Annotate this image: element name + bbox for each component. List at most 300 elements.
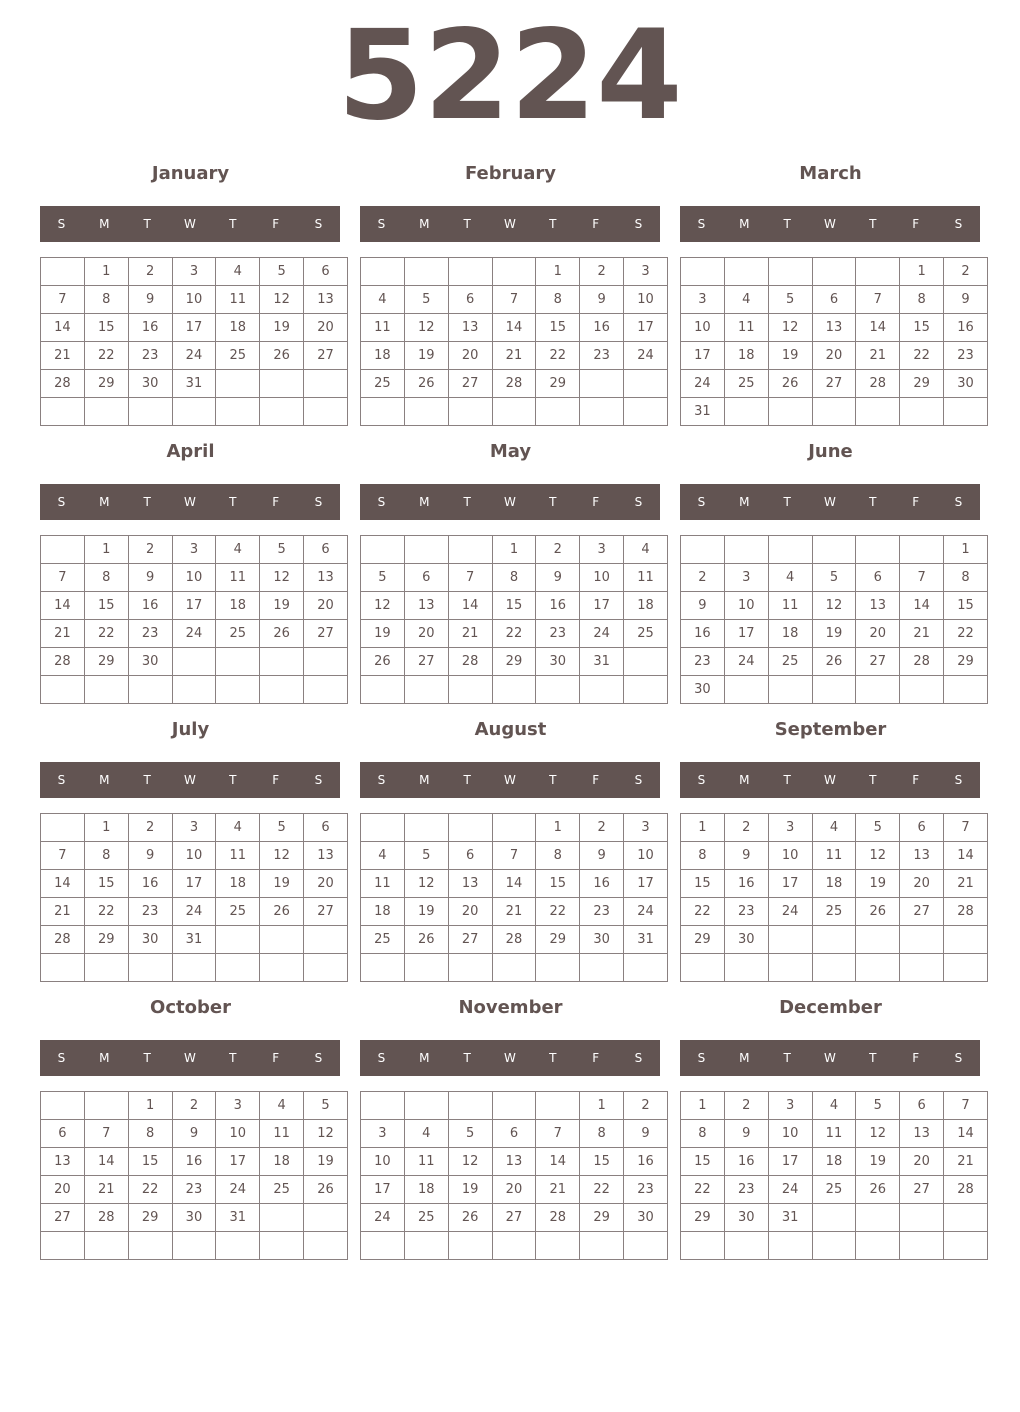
day-cell: 26 [404, 370, 448, 398]
week-row [41, 814, 348, 842]
day-cell: 25 [216, 898, 260, 926]
week-row [41, 620, 348, 648]
weekday-header [40, 1040, 340, 1076]
day-cell: 6 [812, 286, 856, 314]
day-cell: 19 [812, 620, 856, 648]
week-row [681, 870, 988, 898]
day-cell: 15 [536, 870, 580, 898]
day-cell: 21 [84, 1176, 128, 1204]
empty-cell [304, 370, 348, 398]
week-row [41, 564, 348, 592]
empty-cell [812, 954, 856, 982]
empty-cell [856, 398, 900, 426]
week-row [681, 1120, 988, 1148]
day-cell: 8 [128, 1120, 172, 1148]
day-cell: 26 [448, 1204, 492, 1232]
day-cell: 30 [681, 676, 725, 704]
week-row [41, 398, 348, 426]
day-cell: 15 [580, 1148, 624, 1176]
day-cell: 16 [128, 314, 172, 342]
day-cell: 15 [900, 314, 944, 342]
day-cell: 11 [216, 286, 260, 314]
day-cell: 14 [492, 870, 536, 898]
day-cell: 27 [304, 898, 348, 926]
day-cell: 2 [128, 536, 172, 564]
month-name: April [166, 441, 215, 462]
day-cell: 3 [361, 1120, 405, 1148]
empty-cell [724, 258, 768, 286]
day-cell: 13 [304, 286, 348, 314]
empty-cell [768, 926, 812, 954]
day-cell: 8 [681, 842, 725, 870]
day-cell: 16 [580, 314, 624, 342]
day-cell: 26 [260, 620, 304, 648]
week-row [681, 1232, 988, 1260]
day-cell: 21 [944, 870, 988, 898]
empty-cell [812, 926, 856, 954]
empty-cell [216, 648, 260, 676]
week-row [361, 592, 668, 620]
day-cell: 11 [812, 842, 856, 870]
empty-cell [448, 954, 492, 982]
day-cell: 23 [944, 342, 988, 370]
empty-cell [944, 954, 988, 982]
day-cell: 27 [41, 1204, 85, 1232]
day-cell: 28 [536, 1204, 580, 1232]
weekday-label: S [57, 773, 66, 787]
weekday-label: M [739, 495, 750, 509]
empty-cell [260, 1232, 304, 1260]
day-cell: 9 [128, 286, 172, 314]
day-cell: 15 [128, 1148, 172, 1176]
day-cell: 27 [900, 1176, 944, 1204]
day-cell: 6 [304, 258, 348, 286]
weekday-label: S [57, 217, 66, 231]
day-cell: 14 [536, 1148, 580, 1176]
day-cell: 10 [768, 1120, 812, 1148]
day-cell: 10 [172, 842, 216, 870]
weekday-label: W [184, 773, 196, 787]
day-cell: 22 [84, 620, 128, 648]
day-cell: 25 [361, 370, 405, 398]
empty-cell [624, 398, 668, 426]
empty-cell [216, 926, 260, 954]
empty-cell [304, 676, 348, 704]
empty-cell [128, 398, 172, 426]
week-row [681, 314, 988, 342]
week-row [361, 648, 668, 676]
day-cell: 10 [580, 564, 624, 592]
empty-cell [492, 814, 536, 842]
day-cell: 24 [580, 620, 624, 648]
day-cell: 31 [216, 1204, 260, 1232]
weekday-label: S [377, 217, 386, 231]
weekday-label: F [592, 217, 600, 231]
day-cell: 21 [492, 898, 536, 926]
week-row [681, 620, 988, 648]
day-cell: 12 [856, 842, 900, 870]
day-cell: 12 [448, 1148, 492, 1176]
day-cell: 17 [768, 870, 812, 898]
empty-cell [216, 370, 260, 398]
day-cell: 19 [260, 870, 304, 898]
day-cell: 28 [84, 1204, 128, 1232]
day-cell: 23 [536, 620, 580, 648]
day-cell: 14 [944, 1120, 988, 1148]
empty-cell [260, 676, 304, 704]
weekday-header [680, 484, 980, 520]
day-cell: 26 [260, 898, 304, 926]
day-cell: 5 [812, 564, 856, 592]
week-row [681, 1204, 988, 1232]
empty-cell [944, 676, 988, 704]
day-cell: 12 [260, 564, 304, 592]
day-grid [360, 535, 668, 704]
week-row [41, 842, 348, 870]
weekday-label: T [549, 773, 557, 787]
day-cell: 12 [304, 1120, 348, 1148]
day-cell: 29 [84, 370, 128, 398]
day-cell: 27 [448, 926, 492, 954]
day-cell: 22 [900, 342, 944, 370]
weekday-label: W [504, 1051, 516, 1065]
day-cell: 15 [84, 592, 128, 620]
day-cell: 4 [624, 536, 668, 564]
day-cell: 23 [580, 342, 624, 370]
day-cell: 21 [492, 342, 536, 370]
day-cell: 13 [304, 564, 348, 592]
weekday-label: S [314, 217, 323, 231]
week-row [361, 898, 668, 926]
day-cell: 9 [536, 564, 580, 592]
empty-cell [41, 814, 85, 842]
empty-cell [404, 954, 448, 982]
empty-cell [724, 954, 768, 982]
day-cell: 21 [900, 620, 944, 648]
day-cell: 3 [216, 1092, 260, 1120]
empty-cell [724, 536, 768, 564]
day-cell: 14 [41, 870, 85, 898]
weekday-label: W [504, 773, 516, 787]
empty-cell [128, 1232, 172, 1260]
empty-cell [944, 1204, 988, 1232]
day-cell: 17 [624, 314, 668, 342]
week-row [41, 592, 348, 620]
day-cell: 10 [681, 314, 725, 342]
day-cell: 9 [128, 564, 172, 592]
day-cell: 5 [404, 842, 448, 870]
weekday-label: W [504, 217, 516, 231]
day-cell: 9 [172, 1120, 216, 1148]
weekday-label: F [592, 773, 600, 787]
day-cell: 13 [812, 314, 856, 342]
weekday-label: T [549, 495, 557, 509]
empty-cell [724, 676, 768, 704]
day-grid [680, 535, 988, 704]
day-cell: 8 [84, 286, 128, 314]
empty-cell [492, 258, 536, 286]
day-cell: 11 [216, 564, 260, 592]
weekday-label: S [57, 495, 66, 509]
empty-cell [681, 258, 725, 286]
week-row [361, 954, 668, 982]
day-cell: 16 [624, 1148, 668, 1176]
day-cell: 12 [768, 314, 812, 342]
empty-cell [681, 1232, 725, 1260]
week-row [361, 676, 668, 704]
week-row [361, 398, 668, 426]
day-cell: 16 [681, 620, 725, 648]
day-cell: 15 [492, 592, 536, 620]
day-cell: 18 [260, 1148, 304, 1176]
empty-cell [128, 676, 172, 704]
day-cell: 18 [624, 592, 668, 620]
day-cell: 29 [681, 1204, 725, 1232]
weekday-header [40, 206, 340, 242]
day-cell: 19 [361, 620, 405, 648]
day-cell: 7 [41, 564, 85, 592]
empty-cell [216, 676, 260, 704]
empty-cell [812, 536, 856, 564]
weekday-label: M [739, 773, 750, 787]
day-cell: 15 [944, 592, 988, 620]
day-cell: 8 [84, 842, 128, 870]
day-cell: 24 [172, 342, 216, 370]
weekday-label: S [634, 773, 643, 787]
weekday-label: M [739, 217, 750, 231]
day-grid [360, 1091, 668, 1260]
empty-cell [361, 258, 405, 286]
week-row [41, 1092, 348, 1120]
day-cell: 18 [216, 870, 260, 898]
day-cell: 18 [361, 898, 405, 926]
day-cell: 9 [944, 286, 988, 314]
day-cell: 29 [84, 926, 128, 954]
day-cell: 14 [492, 314, 536, 342]
day-cell: 14 [448, 592, 492, 620]
day-cell: 20 [900, 870, 944, 898]
weekday-label: T [229, 495, 237, 509]
day-cell: 11 [216, 842, 260, 870]
day-cell: 30 [128, 370, 172, 398]
day-cell: 7 [84, 1120, 128, 1148]
empty-cell [304, 648, 348, 676]
day-cell: 22 [944, 620, 988, 648]
empty-cell [812, 258, 856, 286]
day-cell: 29 [84, 648, 128, 676]
day-cell: 16 [724, 1148, 768, 1176]
week-row [681, 814, 988, 842]
day-cell: 7 [41, 286, 85, 314]
month-name: February [464, 163, 557, 184]
empty-cell [492, 1092, 536, 1120]
month-name: October [150, 997, 231, 1018]
day-grid [40, 813, 348, 982]
day-cell: 23 [580, 898, 624, 926]
empty-cell [304, 954, 348, 982]
day-cell: 31 [172, 370, 216, 398]
day-cell: 8 [84, 564, 128, 592]
empty-cell [41, 398, 85, 426]
weekday-label: T [463, 773, 471, 787]
empty-cell [580, 370, 624, 398]
week-row [681, 286, 988, 314]
empty-cell [260, 648, 304, 676]
weekday-label: M [99, 1051, 110, 1065]
day-cell: 2 [624, 1092, 668, 1120]
week-row [41, 286, 348, 314]
day-cell: 19 [856, 1148, 900, 1176]
empty-cell [216, 1232, 260, 1260]
day-cell: 23 [724, 1176, 768, 1204]
weekday-label: T [549, 217, 557, 231]
empty-cell [492, 1232, 536, 1260]
week-row [41, 870, 348, 898]
day-cell: 3 [624, 258, 668, 286]
week-row [361, 342, 668, 370]
day-cell: 1 [536, 814, 580, 842]
weekday-label: W [824, 773, 836, 787]
day-cell: 20 [812, 342, 856, 370]
empty-cell [944, 926, 988, 954]
day-cell: 22 [84, 342, 128, 370]
day-cell: 14 [41, 314, 85, 342]
day-cell: 14 [856, 314, 900, 342]
day-cell: 10 [172, 286, 216, 314]
day-cell: 2 [580, 814, 624, 842]
empty-cell [812, 1204, 856, 1232]
weekday-label: F [912, 773, 920, 787]
month-name: December [779, 997, 882, 1018]
empty-cell [492, 954, 536, 982]
day-cell: 2 [724, 1092, 768, 1120]
day-cell: 9 [724, 842, 768, 870]
empty-cell [448, 536, 492, 564]
day-cell: 13 [448, 870, 492, 898]
empty-cell [172, 954, 216, 982]
weekday-label: S [954, 495, 963, 509]
day-cell: 28 [492, 926, 536, 954]
empty-cell [404, 258, 448, 286]
day-cell: 22 [84, 898, 128, 926]
weekday-label: F [272, 217, 280, 231]
day-cell: 27 [304, 620, 348, 648]
day-cell: 11 [768, 592, 812, 620]
empty-cell [84, 1232, 128, 1260]
day-cell: 8 [580, 1120, 624, 1148]
weekday-label: W [184, 217, 196, 231]
day-cell: 4 [768, 564, 812, 592]
day-cell: 30 [724, 1204, 768, 1232]
day-cell: 29 [536, 370, 580, 398]
empty-cell [404, 676, 448, 704]
day-cell: 12 [856, 1120, 900, 1148]
weekday-label: T [229, 217, 237, 231]
day-cell: 28 [856, 370, 900, 398]
day-cell: 7 [900, 564, 944, 592]
empty-cell [260, 398, 304, 426]
day-cell: 17 [172, 314, 216, 342]
day-cell: 6 [492, 1120, 536, 1148]
week-row [41, 1204, 348, 1232]
week-row [361, 1232, 668, 1260]
weekday-header [40, 484, 340, 520]
weekday-label: W [824, 495, 836, 509]
day-cell: 3 [172, 814, 216, 842]
empty-cell [361, 814, 405, 842]
day-cell: 5 [856, 814, 900, 842]
week-row [361, 870, 668, 898]
day-cell: 11 [361, 314, 405, 342]
day-cell: 28 [41, 648, 85, 676]
weekday-label: T [143, 1051, 151, 1065]
empty-cell [172, 398, 216, 426]
day-cell: 25 [812, 898, 856, 926]
empty-cell [361, 398, 405, 426]
day-cell: 22 [681, 1176, 725, 1204]
weekday-label: S [314, 495, 323, 509]
day-cell: 11 [812, 1120, 856, 1148]
day-cell: 16 [944, 314, 988, 342]
day-cell: 31 [624, 926, 668, 954]
day-cell: 13 [900, 1120, 944, 1148]
weekday-label: S [634, 217, 643, 231]
week-row [681, 1148, 988, 1176]
weekday-label: F [912, 495, 920, 509]
empty-cell [900, 1204, 944, 1232]
day-cell: 30 [580, 926, 624, 954]
week-row [41, 648, 348, 676]
day-cell: 6 [900, 1092, 944, 1120]
week-row [41, 258, 348, 286]
day-cell: 17 [624, 870, 668, 898]
day-cell: 20 [492, 1176, 536, 1204]
week-row [41, 1176, 348, 1204]
empty-cell [624, 370, 668, 398]
week-row [41, 314, 348, 342]
empty-cell [448, 814, 492, 842]
day-cell: 7 [944, 1092, 988, 1120]
day-cell: 26 [856, 898, 900, 926]
day-cell: 22 [128, 1176, 172, 1204]
day-cell: 26 [856, 1176, 900, 1204]
day-cell: 8 [536, 842, 580, 870]
day-cell: 5 [404, 286, 448, 314]
week-row [361, 842, 668, 870]
day-cell: 1 [128, 1092, 172, 1120]
empty-cell [492, 676, 536, 704]
day-cell: 1 [536, 258, 580, 286]
empty-cell [172, 648, 216, 676]
weekday-label: T [783, 495, 791, 509]
week-row [681, 398, 988, 426]
day-cell: 21 [41, 620, 85, 648]
day-cell: 1 [681, 1092, 725, 1120]
day-cell: 28 [492, 370, 536, 398]
day-cell: 4 [361, 286, 405, 314]
day-cell: 3 [768, 1092, 812, 1120]
weekday-label: T [783, 773, 791, 787]
day-cell: 26 [304, 1176, 348, 1204]
week-row [41, 370, 348, 398]
day-cell: 9 [724, 1120, 768, 1148]
empty-cell [536, 676, 580, 704]
day-cell: 2 [172, 1092, 216, 1120]
empty-cell [41, 258, 85, 286]
day-cell: 28 [41, 926, 85, 954]
day-cell: 1 [84, 536, 128, 564]
weekday-label: T [869, 773, 877, 787]
